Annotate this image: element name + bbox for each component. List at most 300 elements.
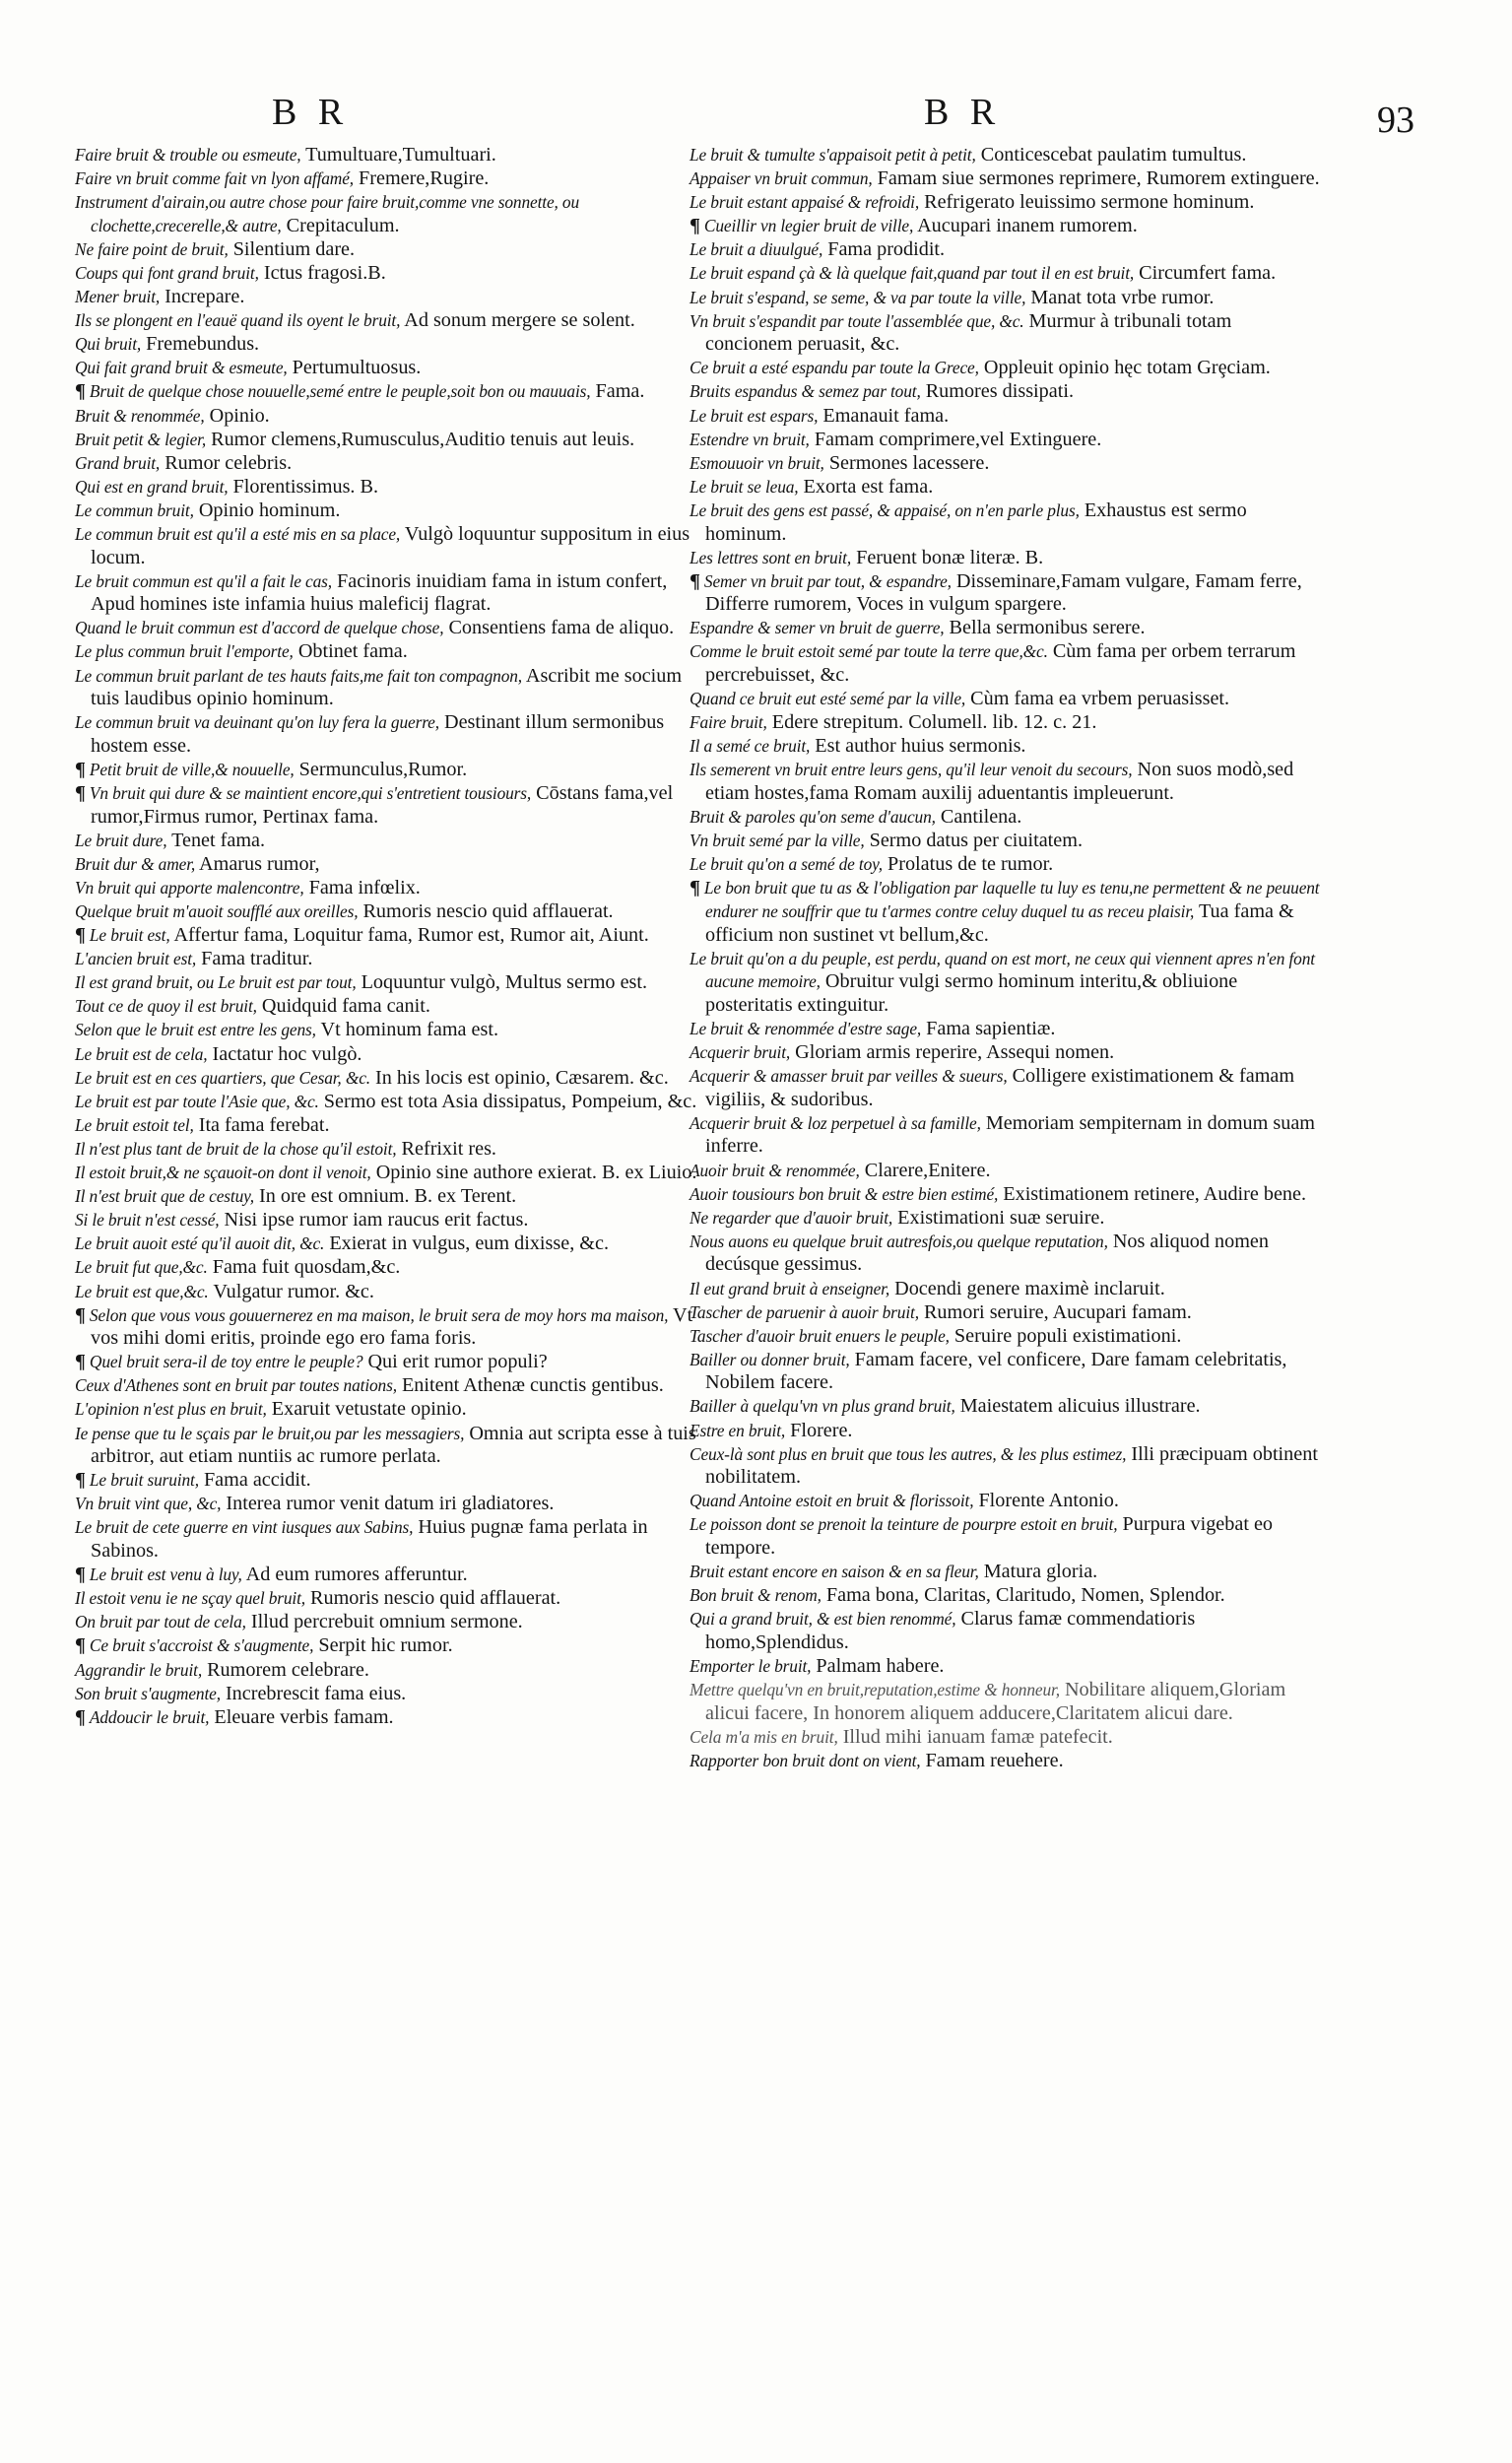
latin-translation: Exorta est fama. xyxy=(803,475,934,498)
dictionary-entry xyxy=(690,287,1320,310)
french-headphrase: Acquerir bruit & loz perpetuel à sa famille, xyxy=(690,1112,981,1133)
latin-translation: Non suos modò,sed etiam hostes,fama Romam auxilij aduentantis impleuerunt. xyxy=(705,759,1294,805)
dictionary-entry xyxy=(75,523,705,569)
french-headphrase: Le bruit fut que,&c. xyxy=(75,1257,208,1278)
dictionary-entry xyxy=(690,1112,1320,1159)
latin-translation: Vulgò loquuntur suppositum in eius locum. xyxy=(91,523,690,568)
french-headphrase: Ils se plongent en l'eauë quand ils oyent le bruit, xyxy=(75,310,401,331)
latin-translation: Eleuare verbis famam. xyxy=(214,1705,394,1728)
latin-translation: Nos aliquod nomen decúsque gessimus. xyxy=(705,1230,1269,1276)
dictionary-entry xyxy=(690,688,1320,711)
french-headphrase: Il est grand bruit, ou Le bruit est par tout, xyxy=(75,972,357,993)
dictionary-entry xyxy=(75,286,705,309)
latin-translation: Tenet fama. xyxy=(171,829,266,851)
latin-translation: Increpare. xyxy=(164,286,245,308)
left-column xyxy=(75,144,705,1730)
latin-translation: Fama bona, Claritas, Claritudo, Nomen, Splendor. xyxy=(825,1584,1225,1607)
french-headphrase: Acquerir & amasser bruit par veilles & sueurs, xyxy=(690,1066,1008,1087)
dictionary-entry xyxy=(75,665,705,711)
latin-translation: Vulgatur rumor. &c. xyxy=(213,1280,374,1302)
latin-translation: In his locis est opinio, Cæsarem. &c. xyxy=(375,1066,669,1089)
dictionary-entry xyxy=(690,1584,1320,1608)
dictionary-entry xyxy=(690,1325,1320,1349)
dictionary-entry xyxy=(75,640,705,664)
french-headphrase: Ie pense que tu le sçais par le bruit,ou par les messagiers, xyxy=(75,1423,465,1443)
french-headphrase: Tascher de paruenir à auoir bruit, xyxy=(690,1301,919,1322)
french-headphrase: Le commun bruit va deuinant qu'on luy fera la guerre, xyxy=(75,712,439,733)
latin-translation: Cùm fama per orbem terrarum percrebuisset, &c. xyxy=(705,640,1296,687)
latin-translation: Illud percrebuit omnium sermone. xyxy=(250,1611,523,1633)
french-headphrase: Il n'est bruit que de cestuy, xyxy=(75,1186,254,1207)
dictionary-entry xyxy=(690,1065,1320,1111)
latin-translation: Rumoris nescio quid afflauerat. xyxy=(310,1587,561,1610)
french-headphrase: Quand ce bruit eut esté semé par la ville, xyxy=(690,689,966,709)
latin-translation: Fama traditur. xyxy=(201,948,313,970)
dictionary-entry xyxy=(75,476,705,499)
french-headphrase: Rapporter bon bruit dont on vient, xyxy=(690,1750,921,1770)
french-headphrase: Le bruit a diuulgué, xyxy=(690,239,823,260)
dictionary-entry xyxy=(690,357,1320,380)
french-headphrase: Il estoit bruit,& ne sçauoit-on dont il venoit, xyxy=(75,1163,371,1183)
latin-translation: Florente Antonio. xyxy=(978,1490,1119,1512)
latin-translation: Clarere,Enitere. xyxy=(864,1159,991,1181)
dictionary-entry xyxy=(75,429,705,452)
dictionary-entry xyxy=(75,759,705,782)
pilcrow-mark: ¶ xyxy=(690,215,700,237)
french-headphrase: Il eut grand bruit à enseigner, xyxy=(690,1278,890,1298)
dictionary-entry xyxy=(690,1018,1320,1041)
french-headphrase: Ils semerent vn bruit entre leurs gens, qu'il leur venoit du secours, xyxy=(690,760,1133,780)
latin-translation: Clarus famæ commendatioris homo,Splendidus. xyxy=(705,1608,1196,1653)
dictionary-entry xyxy=(690,144,1320,167)
pilcrow-mark: ¶ xyxy=(75,1351,86,1373)
french-headphrase: Les lettres sont en bruit, xyxy=(690,547,852,567)
french-headphrase: Son bruit s'augmente, xyxy=(75,1683,221,1703)
french-headphrase: Le bruit auoit esté qu'il auoit dit, &c. xyxy=(75,1233,325,1254)
latin-translation: In ore est omnium. B. ex Terent. xyxy=(258,1185,517,1208)
latin-translation: Gloriam armis reperire, Assequi nomen. xyxy=(795,1041,1115,1064)
dictionary-entry xyxy=(75,380,705,404)
dictionary-entry xyxy=(75,1256,705,1280)
french-headphrase: L'ancien bruit est, xyxy=(75,949,197,969)
french-headphrase: Le bruit est en ces quartiers, que Cesar, &c. xyxy=(75,1067,370,1088)
french-headphrase: Vn bruit qui apporte malencontre, xyxy=(75,877,304,898)
french-headphrase: Qui est en grand bruit, xyxy=(75,476,229,497)
dictionary-entry xyxy=(75,499,705,523)
latin-translation: Cùm fama ea vrbem peruasisset. xyxy=(970,688,1230,710)
latin-translation: Obruitur vulgi sermo hominum interitu,& obliuione posteritatis extinguitur. xyxy=(705,970,1238,1016)
dictionary-entry xyxy=(690,617,1320,640)
dictionary-entry xyxy=(690,1160,1320,1183)
french-headphrase: Il estoit venu ie ne sçay quel bruit, xyxy=(75,1588,305,1609)
latin-translation: Loquuntur vulgò, Multus sermo est. xyxy=(361,971,648,994)
dictionary-entry xyxy=(690,1420,1320,1443)
latin-translation: Pertumultuosus. xyxy=(292,357,422,379)
french-headphrase: Quand le bruit commun est d'accord de quelque chose, xyxy=(75,618,444,638)
french-headphrase: L'opinion n'est plus en bruit, xyxy=(75,1399,267,1420)
dictionary-entry xyxy=(75,238,705,262)
dictionary-entry xyxy=(690,1513,1320,1560)
latin-translation: Quidquid fama canit. xyxy=(261,995,430,1018)
french-headphrase: Aggrandir le bruit, xyxy=(75,1659,203,1680)
french-headphrase: Ce bruit a esté espandu par toute la Grece, xyxy=(690,358,979,378)
french-headphrase: Le bruit & tumulte s'appaisoit petit à petit, xyxy=(690,145,976,165)
latin-translation: Fama accidit. xyxy=(203,1469,311,1492)
latin-translation: Nisi ipse rumor iam raucus erit factus. xyxy=(224,1209,529,1232)
pilcrow-mark: ¶ xyxy=(75,782,86,805)
french-headphrase: Le bruit est, xyxy=(89,925,170,946)
latin-translation: Increbrescit fama eius. xyxy=(225,1682,407,1704)
latin-translation: Feruent bonæ literæ. B. xyxy=(856,546,1044,568)
dictionary-entry xyxy=(75,167,705,191)
dictionary-entry xyxy=(75,1493,705,1516)
dictionary-entry xyxy=(690,877,1320,947)
french-headphrase: Le bruit qu'on a semé de toy, xyxy=(690,854,883,875)
french-headphrase: Le bruit & renommée d'estre sage, xyxy=(690,1018,922,1038)
french-headphrase: Ceux d'Athenes sont en bruit par toutes nations, xyxy=(75,1375,397,1396)
latin-translation: Iactatur hoc vulgò. xyxy=(212,1042,362,1065)
french-headphrase: Nous auons eu quelque bruit autresfois,ou quelque reputation, xyxy=(690,1231,1108,1251)
latin-translation: Manat tota vrbe rumor. xyxy=(1030,286,1215,308)
pilcrow-mark: ¶ xyxy=(75,924,86,947)
latin-translation: Murmur à tribunali totam concionem peruasit, &c. xyxy=(705,309,1232,356)
dictionary-entry xyxy=(690,830,1320,853)
pilcrow-mark: ¶ xyxy=(75,1634,86,1657)
latin-translation: Consentiens fama de aliquo. xyxy=(448,617,675,639)
french-headphrase: Le commun bruit parlant de tes hauts faits,me fait ton compagnon, xyxy=(75,665,522,686)
dictionary-entry xyxy=(690,1655,1320,1679)
dictionary-entry xyxy=(75,1564,705,1587)
french-headphrase: Le bruit espand çà & là quelque fait,quand par tout il en est bruit, xyxy=(690,263,1135,284)
french-headphrase: Estre en bruit, xyxy=(690,1420,786,1440)
french-headphrase: Le bruit qu'on a du peuple, est perdu, quand on est mort, ne ceux qui viennent apres n'en font aucune memoire, xyxy=(690,948,1315,992)
latin-translation: Circumfert fama. xyxy=(1139,262,1277,285)
latin-translation: Famam facere, vel conficere, Dare famam celebritatis, Nobilem facere. xyxy=(705,1348,1287,1394)
latin-translation: Cōstans fama,vel rumor,Firmus rumor, Pertinax fama. xyxy=(91,782,674,828)
french-headphrase: Quel bruit sera-il de toy entre le peuple? xyxy=(89,1352,363,1372)
latin-translation: Omnia aut scripta esse à tuis arbitror, aut etiam nuntiis ac rumore perlata. xyxy=(91,1422,696,1468)
french-headphrase: Vn bruit vint que, &c, xyxy=(75,1494,222,1514)
french-headphrase: Si le bruit n'est cessé, xyxy=(75,1210,220,1231)
french-headphrase: Semer vn bruit par tout, & espandre, xyxy=(703,570,952,591)
pilcrow-mark: ¶ xyxy=(75,758,86,780)
dictionary-entry xyxy=(690,1207,1320,1231)
latin-translation: Enitent Athenæ cunctis gentibus. xyxy=(401,1374,664,1397)
french-headphrase: Tascher d'auoir bruit enuers le peuple, xyxy=(690,1325,950,1346)
french-headphrase: Le bruit est que,&c. xyxy=(75,1281,209,1301)
pilcrow-mark: ¶ xyxy=(75,1705,86,1728)
latin-translation: Rumores dissipati. xyxy=(925,380,1074,403)
french-headphrase: Cueillir vn legier bruit de ville, xyxy=(703,216,914,236)
dictionary-entry xyxy=(75,948,705,971)
latin-translation: Disseminare,Famam vulgare, Famam ferre, Differre rumorem, Voces in vulgum spargere. xyxy=(705,569,1302,616)
dictionary-entry xyxy=(75,1138,705,1162)
dictionary-entry xyxy=(75,1516,705,1563)
dictionary-entry xyxy=(690,735,1320,759)
dictionary-entry xyxy=(75,1469,705,1493)
dictionary-entry xyxy=(75,1281,705,1304)
latin-translation: Fremere,Rugire. xyxy=(359,167,490,190)
latin-translation: Fama infœlix. xyxy=(308,876,421,899)
french-headphrase: Le bruit des gens est passé, & appaisé, on n'en parle plus, xyxy=(690,499,1080,520)
dictionary-entry xyxy=(690,238,1320,262)
dictionary-entry xyxy=(75,1019,705,1042)
french-headphrase: Faire bruit, xyxy=(690,712,767,733)
french-headphrase: Le bruit commun est qu'il a fait le cas, xyxy=(75,570,332,591)
latin-translation: Rumori seruire, Aucupari famam. xyxy=(923,1300,1192,1323)
dictionary-entry xyxy=(75,333,705,357)
french-headphrase: Auoir tousiours bon bruit & estre bien estimé, xyxy=(690,1183,999,1204)
latin-translation: Opinio sine authore exierat. B. ex Liuio. xyxy=(375,1162,697,1184)
french-headphrase: Le bruit s'espand, se seme, & va par toute la ville, xyxy=(690,287,1026,307)
latin-translation: Refrigerato leuissimo sermone hominum. xyxy=(924,191,1255,214)
french-headphrase: Le bruit est espars, xyxy=(690,405,819,426)
french-headphrase: Qui bruit, xyxy=(75,334,142,355)
running-head-left: B R xyxy=(272,92,350,133)
latin-translation: Conticescebat paulatim tumultus. xyxy=(980,144,1247,166)
dictionary-entry xyxy=(75,617,705,640)
french-headphrase: Selon que vous vous gouuernerez en ma maison, le bruit sera de moy hors ma maison, xyxy=(89,1304,669,1325)
latin-translation: Famam siue sermones reprimere, Rumorem extinguere. xyxy=(877,167,1320,190)
latin-translation: Sermo datus per ciuitatem. xyxy=(869,830,1084,852)
dictionary-entry xyxy=(690,215,1320,238)
latin-translation: Rumoris nescio quid afflauerat. xyxy=(362,900,614,922)
latin-translation: Ita fama ferebat. xyxy=(198,1113,330,1136)
latin-translation: Docendi genere maximè inclaruit. xyxy=(894,1277,1165,1299)
latin-translation: Bella sermonibus serere. xyxy=(949,617,1146,639)
pilcrow-mark: ¶ xyxy=(75,1469,86,1492)
french-headphrase: Coups qui font grand bruit, xyxy=(75,262,259,283)
french-headphrase: Comme le bruit estoit semé par toute la terre que,&c. xyxy=(690,641,1048,662)
french-headphrase: Bruit dur & amer, xyxy=(75,853,196,874)
latin-translation: Est author huius sermonis. xyxy=(815,735,1026,758)
dictionary-entry xyxy=(75,1374,705,1398)
french-headphrase: Bon bruit & renom, xyxy=(690,1585,822,1606)
french-headphrase: Espandre & semer vn bruit de guerre, xyxy=(690,618,945,638)
french-headphrase: Le bruit est de cela, xyxy=(75,1043,208,1064)
dictionary-entry xyxy=(690,380,1320,404)
dictionary-entry xyxy=(690,806,1320,830)
dictionary-entry xyxy=(690,310,1320,357)
pilcrow-mark: ¶ xyxy=(690,877,700,899)
dictionary-entry xyxy=(75,570,705,617)
latin-translation: Ad sonum mergere se solent. xyxy=(404,309,635,332)
dictionary-entry xyxy=(690,1183,1320,1207)
dictionary-entry xyxy=(75,877,705,900)
dictionary-entry xyxy=(75,144,705,167)
dictionary-entry xyxy=(75,1634,705,1658)
dictionary-entry xyxy=(690,1041,1320,1065)
latin-translation: Prolatus de te rumor. xyxy=(887,853,1054,876)
french-headphrase: Petit bruit de ville,& nouuelle, xyxy=(89,759,295,779)
french-headphrase: Le bruit de cete guerre en vint iusques aux Sabins, xyxy=(75,1517,414,1538)
french-headphrase: Vn bruit semé par la ville, xyxy=(690,831,865,851)
french-headphrase: Le bruit se leua, xyxy=(690,476,799,497)
latin-translation: Sermones lacessere. xyxy=(828,451,990,474)
dictionary-entry xyxy=(75,853,705,877)
latin-translation: Emanauit fama. xyxy=(822,404,950,427)
latin-translation: Sermunculus,Rumor. xyxy=(298,758,468,780)
latin-translation: Facinoris inuidiam fama in istum confert, Apud homines iste infamia huius maleficij flagrat. xyxy=(91,569,668,616)
french-headphrase: Le bruit est venu à luy, xyxy=(89,1564,242,1585)
dictionary-entry xyxy=(690,1301,1320,1325)
latin-translation: Tua fama & officium non sustinet vt bellum,&c. xyxy=(705,900,1294,946)
latin-translation: Florentissimus. B. xyxy=(232,475,379,498)
latin-translation: Oppleuit opinio hęc totam Grȩciam. xyxy=(983,357,1271,379)
french-headphrase: Bruit & paroles qu'on seme d'aucun, xyxy=(690,807,936,828)
dictionary-entry xyxy=(690,452,1320,476)
dictionary-entry xyxy=(690,547,1320,570)
latin-translation: Sermo est tota Asia dissipatus, Pompeium, &c. xyxy=(323,1090,697,1112)
latin-translation: Famam reuehere. xyxy=(925,1749,1064,1771)
french-headphrase: Bruit de quelque chose nouuelle,semé entre le peuple,soit bon ou mauuais, xyxy=(89,381,591,402)
dictionary-entry xyxy=(690,405,1320,429)
dictionary-entry xyxy=(690,499,1320,546)
french-headphrase: Emporter le bruit, xyxy=(690,1656,812,1676)
french-headphrase: Bruit & renommée, xyxy=(75,405,205,426)
latin-translation: Famam comprimere,vel Extinguere. xyxy=(814,428,1102,450)
french-headphrase: Mettre quelqu'vn en bruit,reputation,estime & honneur, xyxy=(690,1680,1060,1700)
latin-translation: Interea rumor venit datum iri gladiatores. xyxy=(226,1493,555,1515)
right-column xyxy=(690,144,1320,1773)
french-headphrase: Le bruit dure, xyxy=(75,830,167,850)
latin-translation: Illi præcipuam obtinent nobilitatem. xyxy=(705,1442,1318,1489)
latin-translation: Palmam habere. xyxy=(816,1655,945,1677)
dictionary-entry xyxy=(75,1423,705,1469)
french-headphrase: Quelque bruit m'auoit soufflé aux oreilles, xyxy=(75,901,359,921)
french-headphrase: Vn bruit s'espandit par toute l'assemblée que, &c. xyxy=(690,310,1024,331)
dictionary-entry xyxy=(75,191,705,237)
dictionary-entry xyxy=(690,759,1320,805)
latin-translation: Fama. xyxy=(595,380,645,403)
latin-translation: Existimationi suæ seruire. xyxy=(897,1206,1105,1229)
latin-translation: Fama fuit quosdam,&c. xyxy=(212,1256,401,1279)
dictionary-entry xyxy=(690,1443,1320,1490)
latin-translation: Maiestatem alicuius illustrare. xyxy=(959,1395,1201,1418)
running-head-right: B R xyxy=(924,92,1002,133)
latin-translation: Huius pugnæ fama perlata in Sabinos. xyxy=(91,1516,648,1563)
dictionary-entry xyxy=(75,782,705,829)
latin-translation: Crepitaculum. xyxy=(286,214,400,236)
dictionary-entry xyxy=(75,357,705,380)
dictionary-entry xyxy=(690,1561,1320,1584)
french-headphrase: Esmouuoir vn bruit, xyxy=(690,452,824,473)
dictionary-entry xyxy=(690,1231,1320,1277)
french-headphrase: Le bruit est par toute l'Asie que, &c. xyxy=(75,1091,319,1111)
dictionary-entry xyxy=(75,1091,705,1114)
french-headphrase: Grand bruit, xyxy=(75,452,161,473)
french-headphrase: Ne faire point de bruit, xyxy=(75,238,229,259)
dictionary-entry xyxy=(690,570,1320,617)
latin-translation: Fama sapientiæ. xyxy=(926,1017,1056,1039)
latin-translation: Ad eum rumores afferuntur. xyxy=(245,1564,468,1586)
dictionary-entry xyxy=(75,1659,705,1683)
dictionary-entry xyxy=(75,995,705,1019)
french-headphrase: Le poisson dont se prenoit la teinture de pourpre estoit en bruit, xyxy=(690,1514,1118,1535)
dictionary-entry xyxy=(75,1706,705,1730)
latin-translation: Silentium dare. xyxy=(232,237,356,260)
latin-translation: Exaruit vetustate opinio. xyxy=(271,1398,467,1421)
pilcrow-mark: ¶ xyxy=(75,1303,86,1326)
latin-translation: Serpit hic rumor. xyxy=(318,1634,453,1657)
french-headphrase: Le bruit suruint, xyxy=(89,1470,199,1491)
dictionary-entry xyxy=(690,1679,1320,1725)
french-headphrase: Le plus commun bruit l'emporte, xyxy=(75,641,294,662)
latin-translation: Rumor clemens,Rumusculus,Auditio tenuis aut leuis. xyxy=(211,428,635,450)
latin-translation: Seruire populi existimationi. xyxy=(953,1324,1182,1347)
dictionary-entry xyxy=(75,1683,705,1706)
dictionary-entry xyxy=(690,1608,1320,1654)
french-headphrase: Bailler à quelqu'vn vn plus grand bruit, xyxy=(690,1396,955,1417)
dictionary-entry xyxy=(75,309,705,333)
dictionary-entry xyxy=(690,711,1320,735)
french-headphrase: Il n'est plus tant de bruit de la chose qu'il estoit, xyxy=(75,1138,397,1159)
dictionary-entry xyxy=(690,853,1320,877)
latin-translation: Obtinet fama. xyxy=(297,640,408,663)
french-headphrase: Cela m'a mis en bruit, xyxy=(690,1726,838,1747)
dictionary-entry xyxy=(75,924,705,948)
latin-translation: Existimationem retinere, Audire bene. xyxy=(1003,1182,1307,1205)
french-headphrase: Le bruit estant appaisé & refroidi, xyxy=(690,192,920,213)
dictionary-entry xyxy=(75,1398,705,1422)
pilcrow-mark: ¶ xyxy=(75,380,86,403)
french-headphrase: Il a semé ce bruit, xyxy=(690,736,811,757)
french-headphrase: Le bruit estoit tel, xyxy=(75,1114,194,1135)
french-headphrase: Estendre vn bruit, xyxy=(690,429,810,449)
french-headphrase: Qui a grand bruit, & est bien renommé, xyxy=(690,1609,956,1630)
french-headphrase: Le commun bruit, xyxy=(75,499,194,520)
french-headphrase: On bruit par tout de cela, xyxy=(75,1612,246,1632)
latin-translation: Opinio hominum. xyxy=(198,499,341,521)
french-headphrase: Selon que le bruit est entre les gens, xyxy=(75,1020,316,1040)
latin-translation: Colligere existimationem & famam vigiliis, & sudoribus. xyxy=(705,1065,1295,1110)
dictionary-entry xyxy=(75,711,705,758)
latin-translation: Nobilitare aliquem,Gloriam alicui facere, In honorem aliquem adducere,Claritatem alicui dare. xyxy=(705,1679,1286,1724)
latin-translation: Qui erit rumor populi? xyxy=(367,1351,548,1373)
dictionary-entry xyxy=(690,1726,1320,1750)
latin-translation: Memoriam sempiternam in domum suam inferre. xyxy=(705,1111,1315,1158)
latin-translation: Ascribit me socium tuis laudibus opinio hominum. xyxy=(91,664,683,710)
dictionary-entry xyxy=(75,971,705,995)
dictionary-entry xyxy=(690,1490,1320,1513)
french-headphrase: Instrument d'airain,ou autre chose pour faire bruit,comme vne sonnette, ou clochette,crecerelle,& autre, xyxy=(75,192,580,235)
dictionary-entry xyxy=(690,191,1320,215)
french-headphrase: Bruit petit & legier, xyxy=(75,429,207,449)
french-headphrase: Faire vn bruit comme fait vn lyon affamé, xyxy=(75,168,354,189)
french-headphrase: Bailler ou donner bruit, xyxy=(690,1349,850,1369)
latin-translation: Matura gloria. xyxy=(983,1561,1098,1583)
latin-translation: Cantilena. xyxy=(940,806,1022,829)
french-headphrase: Ceux-là sont plus en bruit que tous les autres, & les plus estimez, xyxy=(690,1443,1127,1464)
french-headphrase: Addoucir le bruit, xyxy=(89,1706,210,1727)
latin-translation: Edere strepitum. Columell. lib. 12. c. 21. xyxy=(771,711,1097,734)
latin-translation: Ictus fragosi.B. xyxy=(263,261,386,284)
dictionary-entry xyxy=(75,1304,705,1351)
french-headphrase: Le commun bruit est qu'il a esté mis en sa place, xyxy=(75,524,401,544)
latin-translation: Opinio. xyxy=(209,404,270,427)
latin-translation: Rumorem celebrare. xyxy=(207,1658,369,1681)
french-headphrase: Appaiser vn bruit commun, xyxy=(690,168,873,189)
latin-translation: Illud mihi ianuam famæ patefecit. xyxy=(842,1725,1113,1748)
french-headphrase: Le bon bruit que tu as & l'obligation par laquelle tu luy es tenu,ne permettent & ne peuuent endurer ne souffrir que tu t'armes contre celuy duquel tu as receu plaisir, xyxy=(703,878,1320,921)
dictionary-entry xyxy=(690,262,1320,286)
dictionary-entry xyxy=(690,640,1320,687)
dictionary-entry xyxy=(690,948,1320,1018)
latin-translation: Destinant illum sermonibus hostem esse. xyxy=(91,711,665,757)
dictionary-entry xyxy=(75,1067,705,1091)
dictionary-entry xyxy=(690,476,1320,499)
dictionary-entry xyxy=(75,830,705,853)
